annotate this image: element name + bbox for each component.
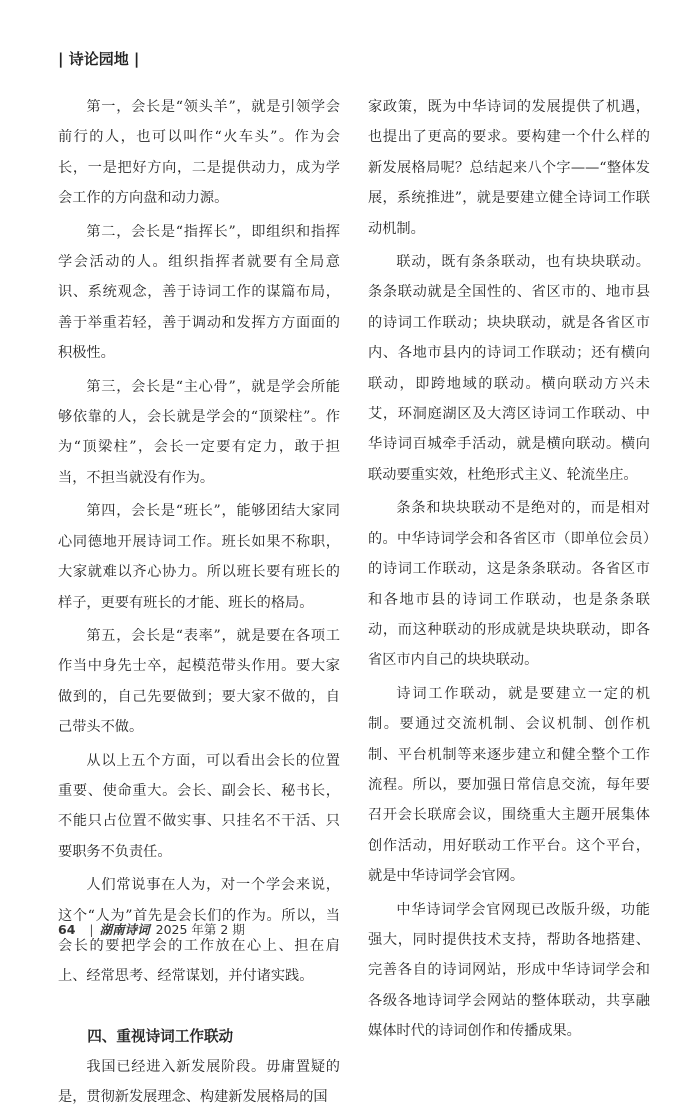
paragraph: 第一，会长是“领头羊”，就是引领学会前行的人，也可以叫作“火车头”。作为会长，一是把好方向，二是提供动力，成为学会工作的方向盘和动力源。 [58,99,340,207]
paragraph: 中华诗词学会官网现已改版升级，功能强大，同时提供技术支持，帮助各地搭建、完善各自的诗词网站，形成中华诗词学会和各级各地诗词学会网站的整体联动，共享融媒体时代的诗词创作和传播成果。 [368,901,650,1040]
paragraph: 人们常说事在人为，对一个学会来说，这个“人为”首先是会长们的作为。所以，当会长的要把学会的工作放在心上、担在肩上、经常思考、经常谋划，并付诸实践。 [58,877,340,985]
paragraph: 第五，会长是“表率”，就是要在各项工作当中身先士卒，起模范带头作用。要大家做到的，自己先要做到；要大家不做的，自己带头不做。 [58,627,340,736]
left-column [58,92,340,1116]
page-number: 64 [58,921,76,937]
paragraph: 第二，会长是“指挥长”，即组织和指挥学会活动的人。组织指挥者就要有全局意识、系统观念，善于诗词工作的谋篇布局，善于举重若轻，善于调动和发挥方方面面的积极性。 [58,223,340,362]
paragraph: 第三，会长是“主心骨”，就是学会所能够依靠的人，会长就是学会的“顶梁柱”。作为“顶梁柱”，会长一定要有定力，敢于担当，不担当就没有作为。 [58,378,340,486]
paragraph: 我国已经进入新发展阶段。毋庸置疑的是，贯彻新发展理念、构建新发展格局的国 [58,1058,340,1106]
right-column [368,92,650,1050]
issue-label: 2025 年第 2 期 [155,922,245,937]
page-footer [58,920,245,938]
footer-separator: | [89,921,94,937]
section-heading: 四、重视诗词工作联动 [87,1027,234,1045]
paragraph: 联动，既有条条联动，也有块块联动。条条联动就是全国性的、省区市的、地市县的诗词工作联动；块块联动，就是各省区市内、各地市县内的诗词工作联动；还有横向联动，即跨地域的联动。横向联动方兴未艾，环洞庭湖区及大湾区诗词工作联动、中华诗词百城牵手活动，就是横向联动。横向联动要重实效，杜绝形式主义、轮流坐庄。 [368,254,650,483]
paragraph: 条条和块块联动不是绝对的，而是相对的。中华诗词学会和各省区市（即单位会员）的诗词工作联动，这是条条联动。各省区市和各地市县的诗词工作联动，也是条条联动，而这种联动的形成就是块块联动，即各省区市内自己的块块联动。 [368,500,650,669]
section-header: | 诗论园地 | [58,50,140,68]
paragraph: 诗词工作联动，就是要建立一定的机制。要通过交流机制、会议机制、创作机制、平台机制等来逐步建立和健全整个工作流程。所以，要加强日常信息交流，每年要召开会长联席会议，围绕重大主题开展集体创作活动，用好联动工作平台。这个平台，就是中华诗词学会官网。 [368,685,650,885]
paragraph-continuation: 家政策，既为中华诗词的发展提供了机遇，也提出了更高的要求。要构建一个什么样的新发展格局呢？总结起来八个字——“整体发展，系统推进”，就是要建立健全诗词工作联动机制。 [368,99,650,237]
paragraph: 第四，会长是“班长”，能够团结大家同心同德地开展诗词工作。班长如果不称职，大家就难以齐心协力。所以班长要有班长的样子，更要有班长的才能、班长的格局。 [58,503,340,611]
paragraph: 从以上五个方面，可以看出会长的位置重要、使命重大。会长、副会长、秘书长，不能只占位置不做实事、只挂名不干活、只要职务不负责任。 [58,752,340,860]
magazine-name: 湖南诗词 [99,922,150,937]
